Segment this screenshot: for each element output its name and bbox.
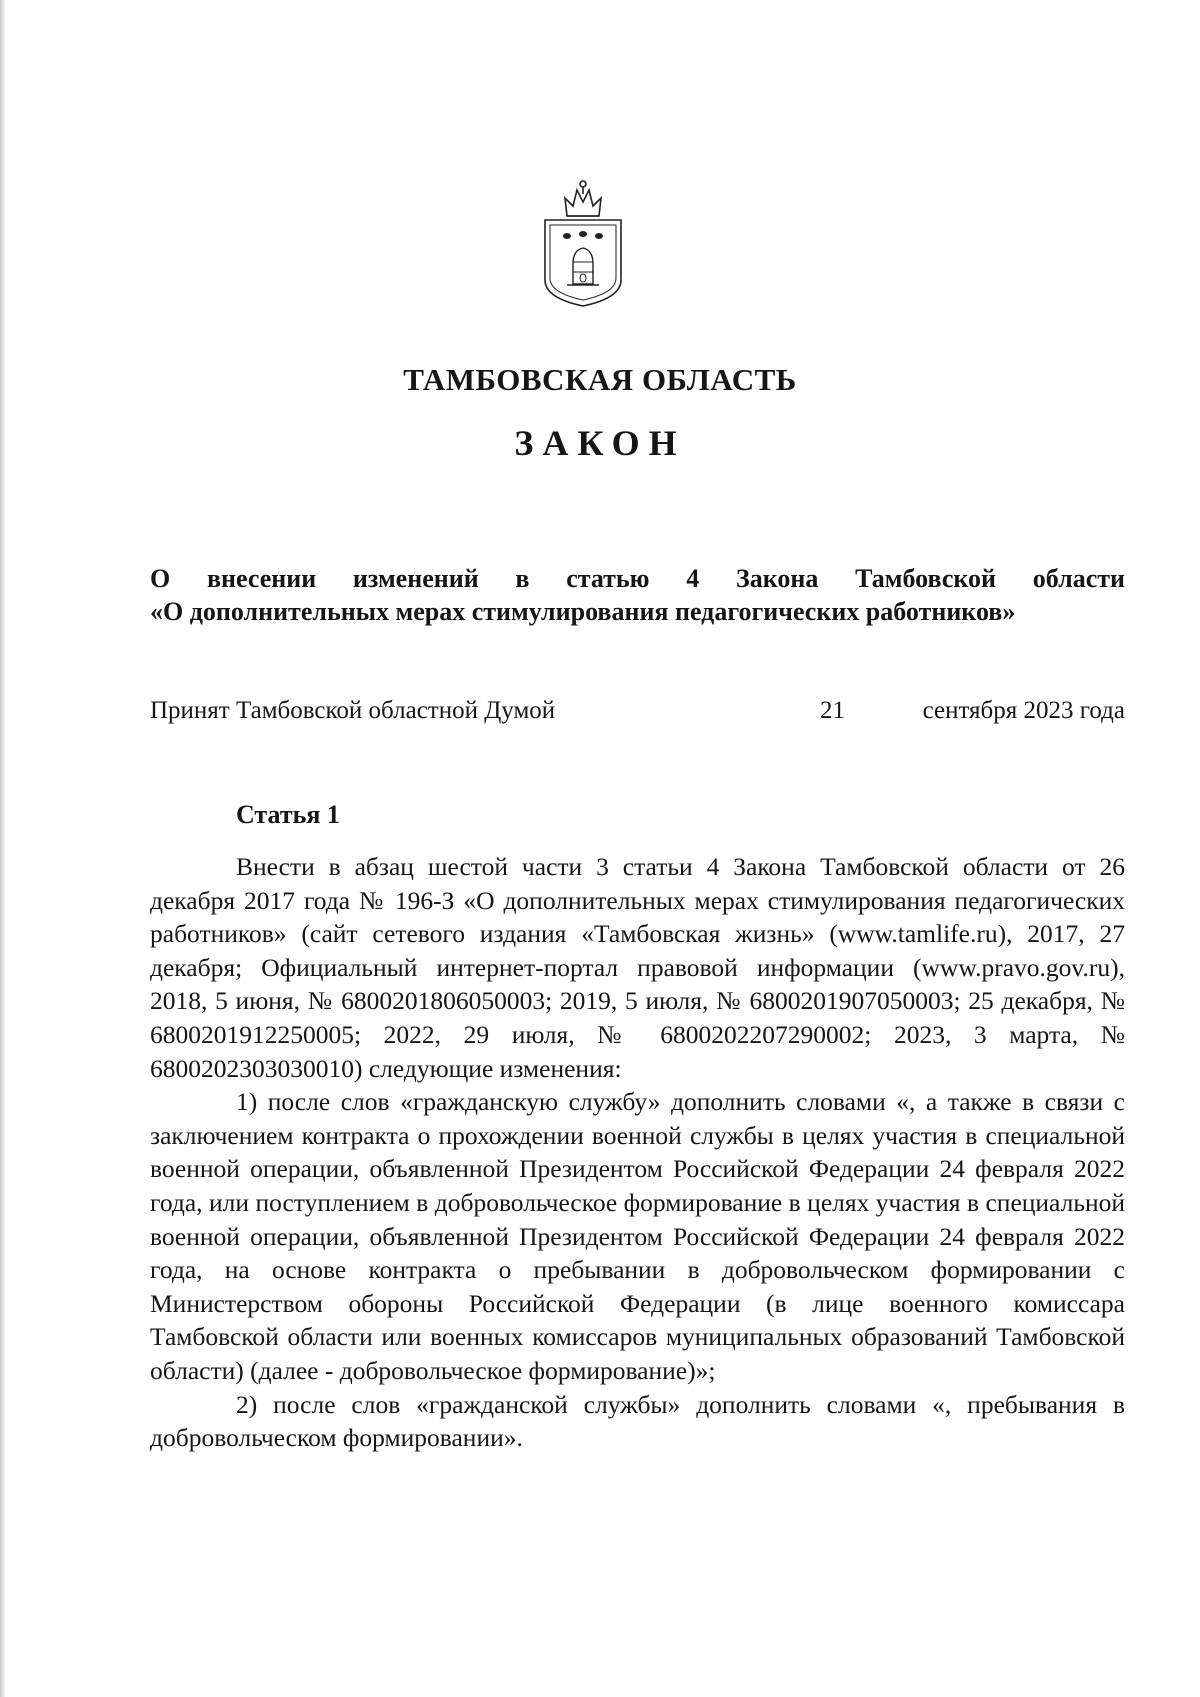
document-type: ЗАКОН	[514, 423, 686, 463]
law-title	[150, 562, 1125, 628]
article-item-2: 2) после слов «гражданской службы» дополнить словами «, пребывания в добровольческом формировании».	[150, 1389, 1125, 1453]
tambov-coat-of-arms-icon	[537, 172, 629, 310]
article-heading: Статья 1	[236, 800, 340, 829]
adoption-day: 21	[820, 697, 845, 724]
scan-edge	[0, 0, 6, 1697]
adoption-line	[150, 695, 1125, 727]
article-item-1: 1) после слов «гражданскую службу» дополнить словами «, а также в связи с заключением контракта о прохождении военной службы в целях участия в специальной военной операции, объявленной Президентом Российской Федерации 24 февраля 2022 года, или поступлением в добровольческое формирование в целях участия в специальной военной операции, объявленной Президентом Российской Федерации 24 февраля 2022 года, на основе контракта о пребывании в добровольческом формировании с Министерством обороны Российской Федерации (в лице военного комиссара Тамбовской области или военных комиссаров муниципальных образований Тамбовской области) (далее - добровольческое формирование)»;	[150, 1087, 1125, 1385]
article-intro-paragraph: Внести в абзац шестой части 3 статьи 4 Закона Тамбовской области от 26 декабря 2017 года № 196-З «О дополнительных мерах стимулирования педагогических работников» (сайт сетевого издания «Тамбовская жизнь» (www.tamlife.ru), 2017, 27 декабря; Официальный интернет-портал правовой информации (www.pravo.gov.ru), 2018, 5 июня, № 6800201806050003; 2019, 5 июля, № 6800201907050003; 25 декабря, № 6800201912250005; 2022, 29 июля, № 6800202207290002; 2023, 3 марта, № 6800202303030010) следующие изменения:	[150, 852, 1125, 1083]
adoption-label: Принят Тамбовской областной Думой	[150, 697, 556, 724]
law-title-line-1: О внесении изменений в статью 4 Закона Тамбовской области	[150, 564, 1125, 593]
article-body	[150, 850, 1125, 1455]
region-title: ТАМБОВСКАЯ ОБЛАСТЬ	[403, 362, 797, 397]
adoption-date: сентября 2023 года	[922, 697, 1125, 724]
law-title-line-2: «О дополнительных мерах стимулирования педагогических работников»	[150, 597, 1016, 626]
